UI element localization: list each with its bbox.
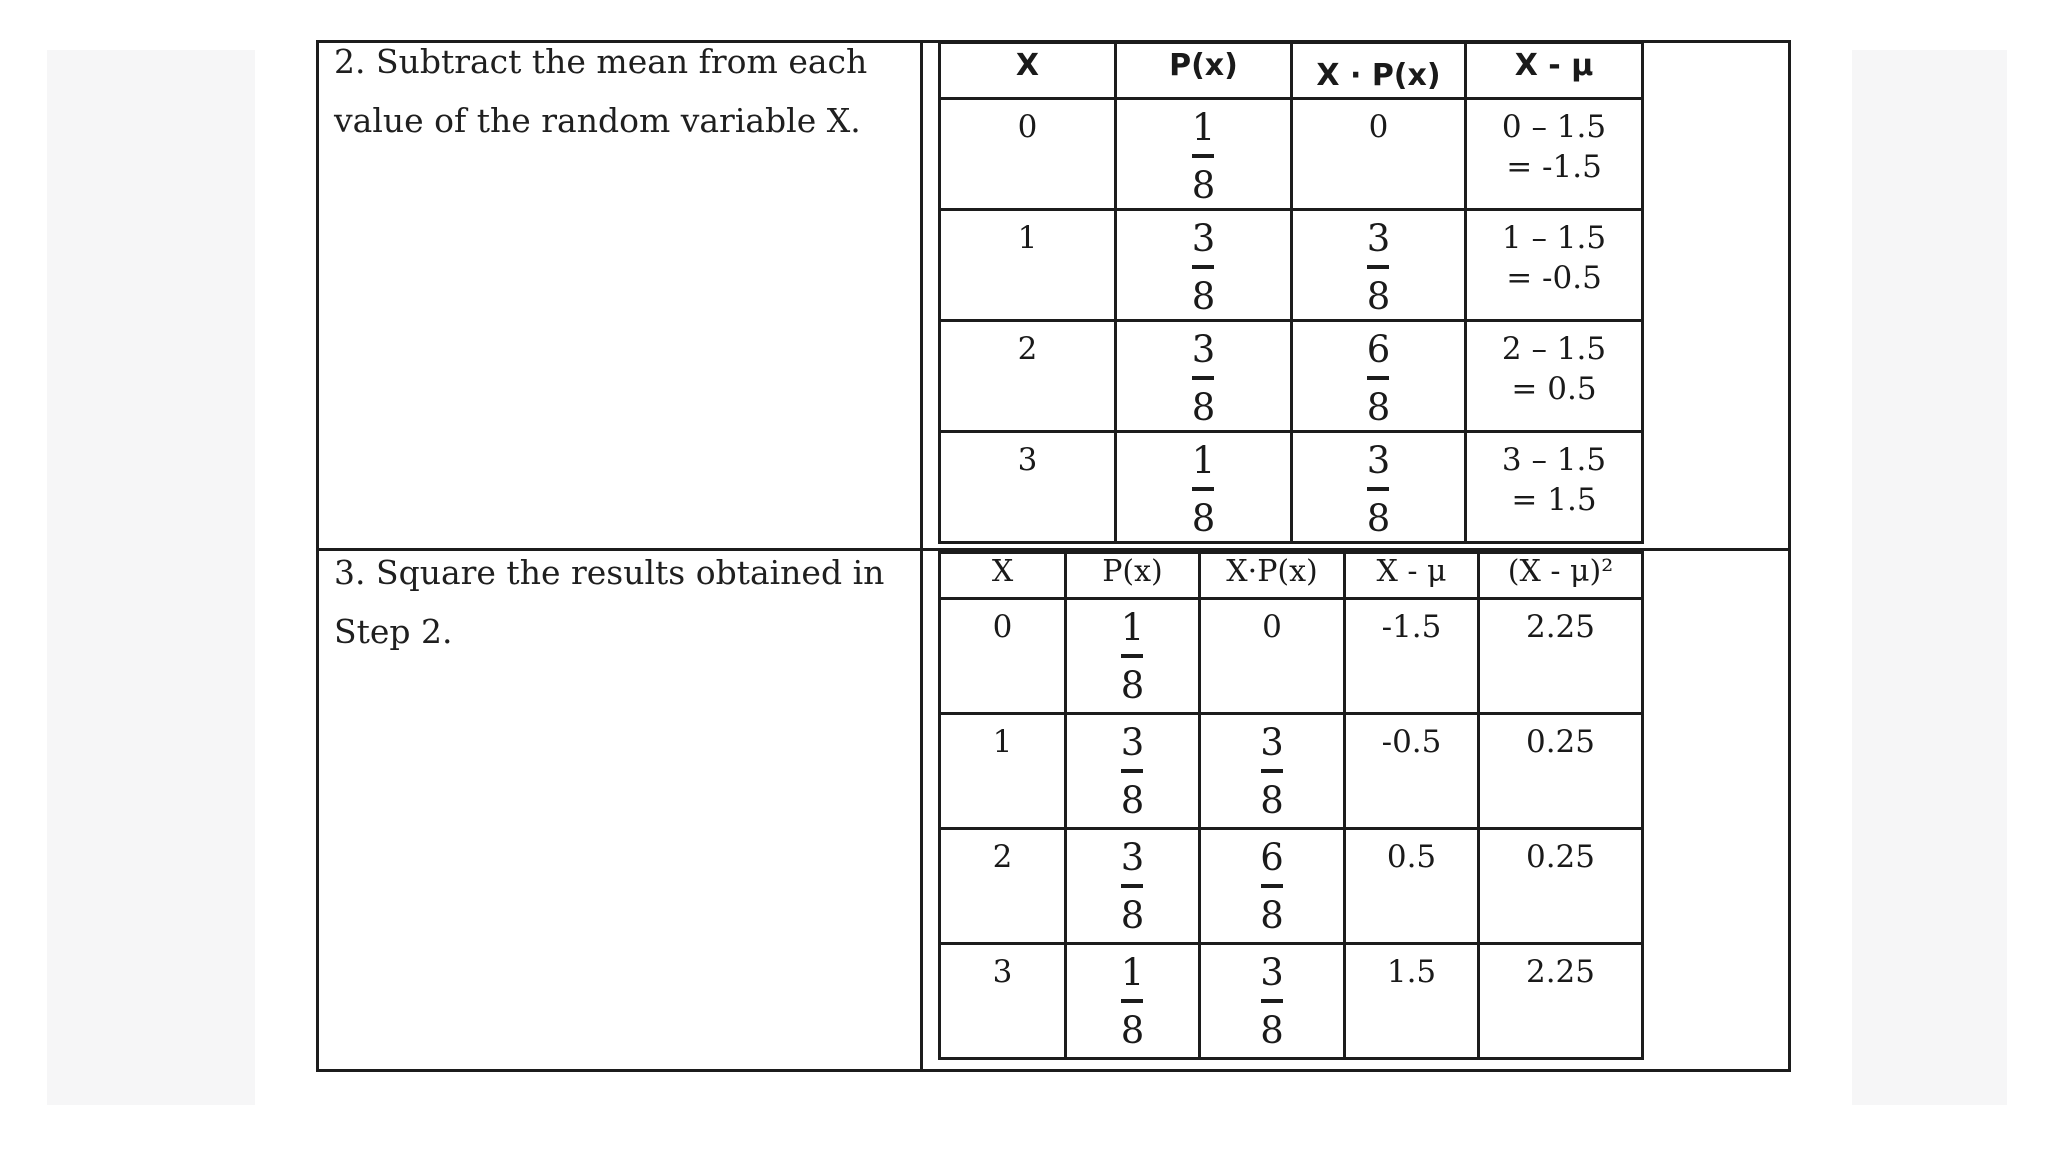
step2-x-value: 3 xyxy=(1017,442,1038,478)
step2-row xyxy=(940,210,1643,321)
fraction-numerator: 3 xyxy=(1191,328,1216,371)
step3-px-fraction xyxy=(1121,721,1145,823)
step3-px-fraction xyxy=(1121,951,1145,1053)
step2-px-fraction xyxy=(1192,106,1216,208)
step2-x-value: 0 xyxy=(1017,109,1038,145)
step2-px-cell xyxy=(1116,210,1292,321)
step3-header-squared: (X - μ)² xyxy=(1479,553,1643,599)
step3-diff-cell xyxy=(1345,829,1479,944)
step3-row xyxy=(940,829,1643,944)
step2-px-fraction xyxy=(1192,217,1216,319)
step2-xpx-cell xyxy=(1292,99,1466,210)
fraction-numerator: 3 xyxy=(1366,439,1391,482)
step3-row xyxy=(940,599,1643,714)
step3-xpx-fraction xyxy=(1260,951,1284,1053)
step3-px-fraction xyxy=(1121,836,1145,938)
fraction-denominator: 8 xyxy=(1120,664,1145,707)
fraction-bar xyxy=(1192,376,1214,380)
step2-xpx-fraction xyxy=(1367,328,1391,430)
step3-diff-cell xyxy=(1345,599,1479,714)
step3-x-cell xyxy=(940,599,1066,714)
fraction-denominator: 8 xyxy=(1260,1009,1284,1052)
fraction-numerator: 3 xyxy=(1120,836,1145,879)
step2-row xyxy=(940,99,1643,210)
fraction-bar xyxy=(1121,769,1143,773)
step2-diff-cell xyxy=(1466,210,1643,321)
step3-table xyxy=(938,551,1644,1060)
step2-row xyxy=(940,432,1643,543)
step2-px-cell xyxy=(1116,99,1292,210)
fraction-denominator: 8 xyxy=(1120,894,1145,937)
fraction-denominator: 8 xyxy=(1366,386,1391,429)
step3-instruction: 3. Square the results obtained in Step 2. xyxy=(334,553,885,651)
fraction-denominator: 8 xyxy=(1260,779,1284,822)
fraction-numerator: 1 xyxy=(1191,106,1216,149)
step3-squared-cell xyxy=(1479,829,1643,944)
outer-column-divider xyxy=(920,40,923,1072)
step3-row xyxy=(940,944,1643,1059)
step2-x-cell xyxy=(940,210,1116,321)
fraction-denominator: 8 xyxy=(1366,275,1391,318)
step2-x-cell xyxy=(940,99,1116,210)
step2-header-x-minus-mu: X - μ xyxy=(1466,43,1643,99)
fraction-numerator: 3 xyxy=(1191,217,1216,260)
step3-diff-value: 1.5 xyxy=(1386,954,1437,990)
step3-header-xpx: X·P(x) xyxy=(1200,553,1345,599)
step2-header-x: X xyxy=(940,43,1116,99)
fraction-numerator: 3 xyxy=(1366,217,1391,260)
step3-squared-value: 0.25 xyxy=(1525,724,1596,760)
step2-px-fraction xyxy=(1192,328,1216,430)
fraction-bar xyxy=(1261,999,1283,1003)
step3-xpx-cell xyxy=(1200,829,1345,944)
step2-diff-cell xyxy=(1466,99,1643,210)
step2-diff-result: = 0.5 xyxy=(1511,371,1597,407)
step3-xpx-fraction xyxy=(1260,721,1284,823)
step3-header-x: X xyxy=(940,553,1066,599)
step3-px-cell xyxy=(1066,714,1200,829)
step3-row xyxy=(940,714,1643,829)
step3-px-cell xyxy=(1066,944,1200,1059)
step3-diff-value: 0.5 xyxy=(1386,839,1437,875)
step2-xpx-fraction xyxy=(1367,439,1391,541)
step2-x-cell xyxy=(940,321,1116,432)
fraction-numerator: 1 xyxy=(1120,951,1145,994)
fraction-numerator: 3 xyxy=(1260,721,1284,764)
step3-squared-cell xyxy=(1479,599,1643,714)
step2-px-fraction xyxy=(1192,439,1216,541)
step3-x-cell xyxy=(940,714,1066,829)
step3-xpx-fraction xyxy=(1260,836,1284,938)
step3-diff-cell xyxy=(1345,714,1479,829)
step2-diff-expression: 3 – 1.5 xyxy=(1501,442,1607,478)
step2-xpx-fraction xyxy=(1367,217,1391,319)
step2-diff-cell xyxy=(1466,321,1643,432)
step3-x-value: 0 xyxy=(992,609,1013,645)
fraction-numerator: 1 xyxy=(1120,606,1145,649)
step2-header-px: P(x) xyxy=(1116,43,1292,99)
step3-header-px: P(x) xyxy=(1066,553,1200,599)
step2-table xyxy=(938,41,1644,544)
fraction-bar xyxy=(1121,884,1143,888)
step2-xpx-cell xyxy=(1292,321,1466,432)
fraction-bar xyxy=(1367,376,1389,380)
fraction-denominator: 8 xyxy=(1191,386,1216,429)
step3-diff-value: -1.5 xyxy=(1381,609,1442,645)
step2-instruction: 2. Subtract the mean from each value of the random variable X. xyxy=(334,42,868,140)
step3-squared-value: 2.25 xyxy=(1525,954,1596,990)
step3-header-row xyxy=(940,553,1643,599)
fraction-numerator: 1 xyxy=(1191,439,1216,482)
step2-diff-expression: 1 – 1.5 xyxy=(1501,220,1607,256)
step2-row xyxy=(940,321,1643,432)
step2-diff-result: = 1.5 xyxy=(1511,482,1597,518)
fraction-bar xyxy=(1192,265,1214,269)
step2-x-value: 2 xyxy=(1017,331,1038,367)
fraction-denominator: 8 xyxy=(1366,497,1391,540)
step2-x-cell xyxy=(940,432,1116,543)
step3-px-cell xyxy=(1066,599,1200,714)
step3-x-value: 2 xyxy=(992,839,1013,875)
right-margin-panel xyxy=(1852,50,2007,1105)
fraction-bar xyxy=(1192,487,1214,491)
fraction-numerator: 6 xyxy=(1366,328,1391,371)
step2-diff-result: = -1.5 xyxy=(1506,149,1602,185)
step3-xpx-cell xyxy=(1200,599,1345,714)
step2-xpx-value: 0 xyxy=(1368,109,1389,145)
step3-squared-cell xyxy=(1479,944,1643,1059)
step3-header-x-minus-mu: X - μ xyxy=(1345,553,1479,599)
fraction-denominator: 8 xyxy=(1191,275,1216,318)
fraction-denominator: 8 xyxy=(1260,894,1284,937)
step3-squared-cell xyxy=(1479,714,1643,829)
fraction-denominator: 8 xyxy=(1191,164,1216,207)
step2-header-row xyxy=(940,43,1643,99)
step2-header-xpx: X · P(x) xyxy=(1292,43,1466,99)
fraction-bar xyxy=(1121,999,1143,1003)
step2-px-cell xyxy=(1116,432,1292,543)
step3-x-cell xyxy=(940,829,1066,944)
step3-squared-value: 2.25 xyxy=(1525,609,1596,645)
fraction-bar xyxy=(1261,769,1283,773)
fraction-bar xyxy=(1367,265,1389,269)
step2-diff-result: = -0.5 xyxy=(1506,260,1602,296)
fraction-bar xyxy=(1121,654,1143,658)
step3-diff-value: -0.5 xyxy=(1381,724,1442,760)
fraction-numerator: 6 xyxy=(1260,836,1284,879)
fraction-denominator: 8 xyxy=(1191,497,1216,540)
step3-squared-value: 0.25 xyxy=(1525,839,1596,875)
step3-px-cell xyxy=(1066,829,1200,944)
fraction-bar xyxy=(1261,884,1283,888)
step2-xpx-cell xyxy=(1292,210,1466,321)
step3-xpx-cell xyxy=(1200,944,1345,1059)
fraction-bar xyxy=(1367,487,1389,491)
step2-diff-expression: 0 – 1.5 xyxy=(1501,109,1607,145)
step3-xpx-value: 0 xyxy=(1262,609,1282,645)
step3-diff-cell xyxy=(1345,944,1479,1059)
fraction-bar xyxy=(1192,154,1214,158)
fraction-denominator: 8 xyxy=(1120,779,1145,822)
fraction-denominator: 8 xyxy=(1120,1009,1145,1052)
step3-x-cell xyxy=(940,944,1066,1059)
fraction-numerator: 3 xyxy=(1260,951,1284,994)
left-margin-panel xyxy=(47,50,255,1105)
step2-x-value: 1 xyxy=(1017,220,1038,256)
fraction-numerator: 3 xyxy=(1120,721,1145,764)
step3-x-value: 1 xyxy=(992,724,1013,760)
step3-px-fraction xyxy=(1121,606,1145,708)
step2-diff-expression: 2 – 1.5 xyxy=(1501,331,1607,367)
step3-xpx-cell xyxy=(1200,714,1345,829)
step2-px-cell xyxy=(1116,321,1292,432)
step3-x-value: 3 xyxy=(992,954,1013,990)
step2-xpx-cell xyxy=(1292,432,1466,543)
step2-diff-cell xyxy=(1466,432,1643,543)
